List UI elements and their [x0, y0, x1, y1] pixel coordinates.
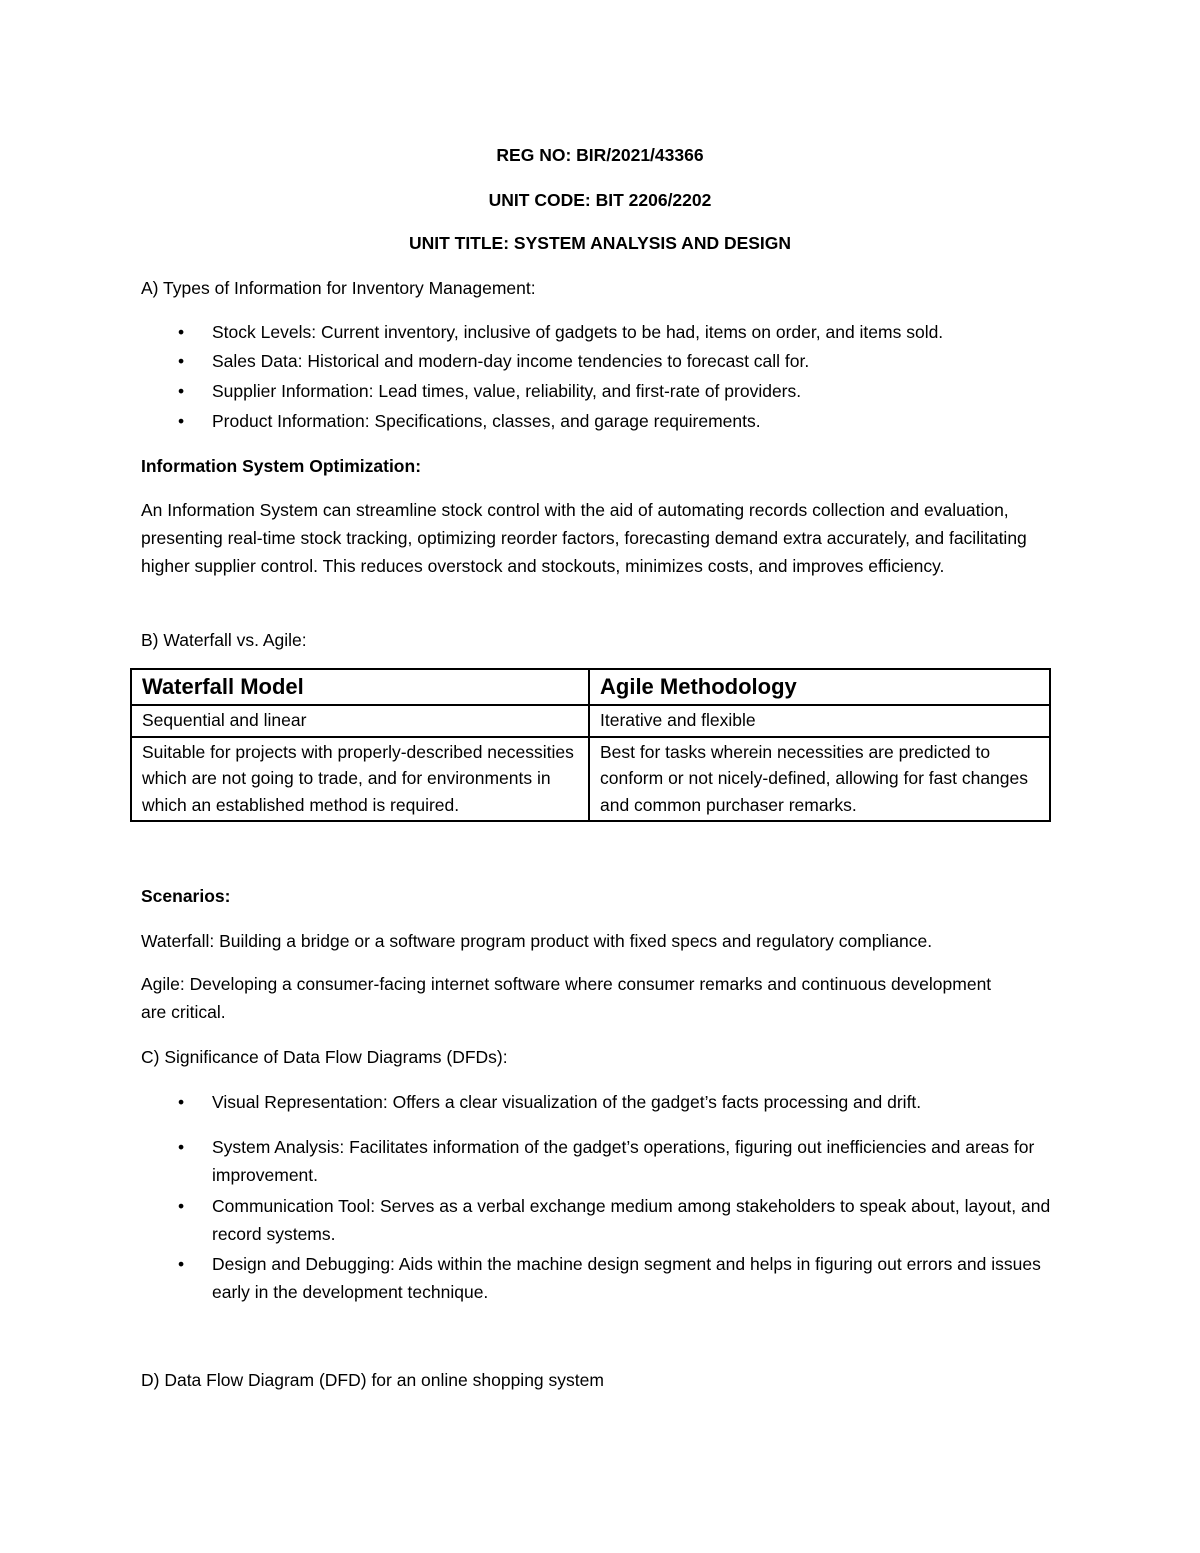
unit-title: UNIT TITLE: SYSTEM ANALYSIS AND DESIGN	[408, 233, 792, 253]
table-header-row	[131, 669, 1050, 705]
bullet-icon: •	[178, 322, 185, 342]
table-cell: Sequential and linear	[131, 705, 589, 737]
section-b-heading: B) Waterfall vs. Agile:	[141, 630, 307, 650]
section-c-heading: C) Significance of Data Flow Diagrams (DFDs):	[141, 1047, 508, 1067]
optimization-heading: Information System Optimization:	[141, 456, 422, 476]
list-item: Sales Data: Historical and modern-day income tendencies to forecast call for.	[212, 351, 810, 371]
bullet-icon: •	[178, 1092, 185, 1112]
table-cell: Iterative and flexible	[589, 705, 1050, 737]
agile-scenario: Agile: Developing a consumer-facing internet software where consumer remarks and continuous development are critical.	[141, 974, 992, 1022]
table-cell: Suitable for projects with properly-described necessities which are not going to trade, and for environments in which an established method is required.	[131, 737, 589, 822]
bullet-icon: •	[178, 351, 185, 371]
waterfall-scenario: Waterfall: Building a bridge or a software program product with fixed specs and regulatory compliance.	[141, 931, 933, 951]
optimization-paragraph: An Information System can streamline stock control with the aid of automating records collection and evaluation, presenting real-time stock tracking, optimizing reorder factors, forecasting demand extra accurately, and facilitating higher supplier control. This reduces overstock and stockouts, minimizes costs, and improves efficiency.	[141, 500, 1027, 576]
list-item: Supplier Information: Lead times, value, reliability, and first-rate of providers.	[212, 381, 802, 401]
list-item: Product Information: Specifications, classes, and garage requirements.	[212, 411, 761, 431]
unit-code: UNIT CODE: BIT 2206/2202	[488, 190, 712, 210]
list-item: System Analysis: Facilitates information of the gadget’s operations, figuring out inefficiencies and areas for improvement.	[212, 1137, 1035, 1185]
column-header-agile: Agile Methodology	[589, 669, 1050, 705]
section-a-heading: A) Types of Information for Inventory Management:	[141, 278, 536, 298]
reg-number: REG NO: BIR/2021/43366	[496, 145, 704, 165]
bullet-icon: •	[178, 1137, 185, 1157]
comparison-table	[130, 668, 1051, 822]
table-row	[131, 705, 1050, 737]
bullet-icon: •	[178, 411, 185, 431]
column-header-waterfall: Waterfall Model	[131, 669, 589, 705]
section-d-heading: D) Data Flow Diagram (DFD) for an online shopping system	[141, 1370, 604, 1390]
list-item: Stock Levels: Current inventory, inclusive of gadgets to be had, items on order, and items sold.	[212, 322, 944, 342]
bullet-icon: •	[178, 1196, 185, 1216]
bullet-icon: •	[178, 1254, 185, 1274]
table-cell: Best for tasks wherein necessities are predicted to conform or not nicely-defined, allowing for fast changes and common purchaser remarks.	[589, 737, 1050, 822]
list-item: Design and Debugging: Aids within the machine design segment and helps in figuring out errors and issues early in the development technique.	[212, 1254, 1041, 1302]
table-row	[131, 737, 1050, 822]
bullet-icon: •	[178, 381, 185, 401]
list-item: Communication Tool: Serves as a verbal exchange medium among stakeholders to speak about, layout, and record systems.	[212, 1196, 1051, 1244]
scenarios-heading: Scenarios:	[141, 886, 231, 906]
list-item: Visual Representation: Offers a clear visualization of the gadget’s facts processing and drift.	[212, 1092, 922, 1112]
